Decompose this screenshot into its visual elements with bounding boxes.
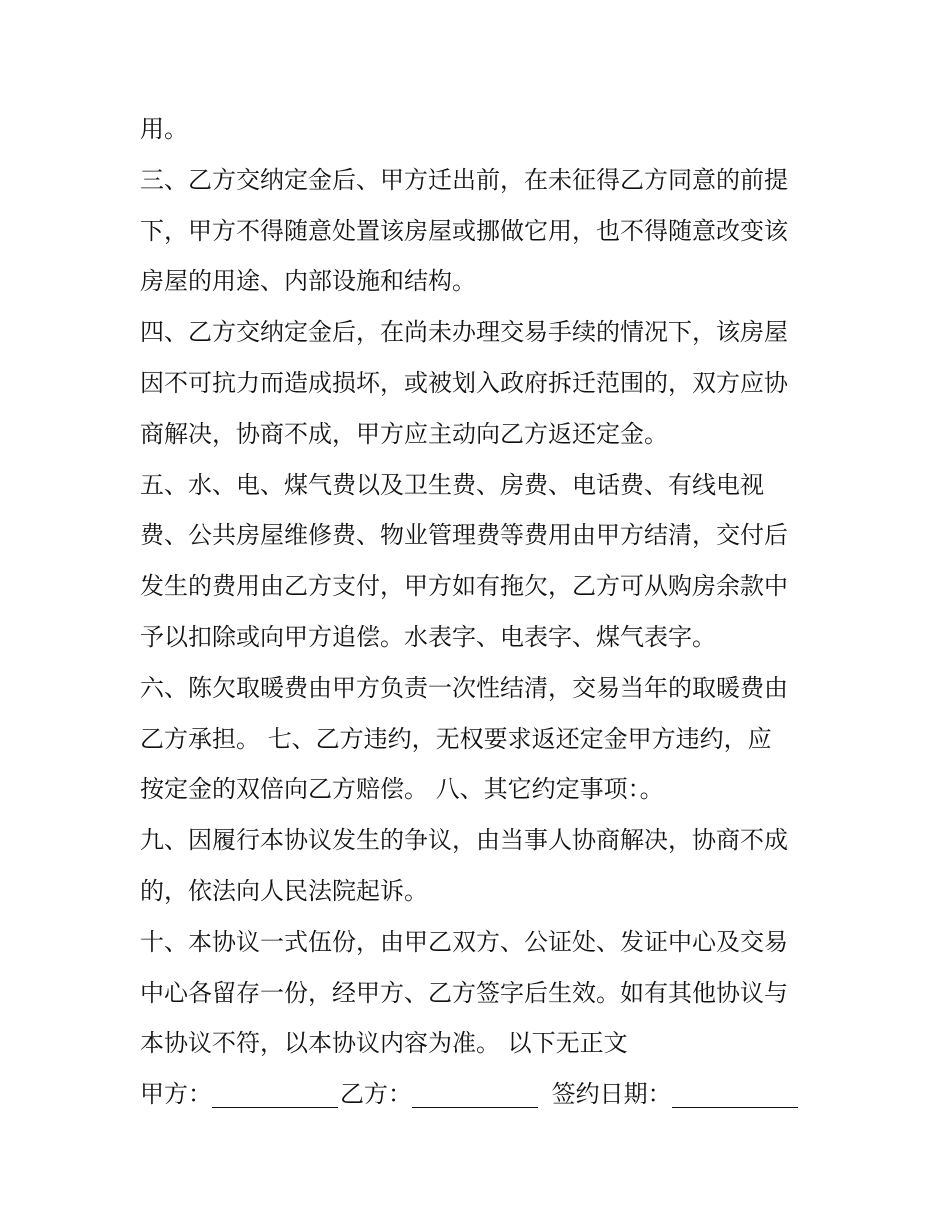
text-line: 中心各留存一份，经甲方、乙方签字后生效。如有其他协议与 (140, 978, 788, 1007)
text-line: 九、因履行本协议发生的争议，由当事人协商解决，协商不成 (140, 826, 788, 855)
text-line: 下，甲方不得随意处置该房屋或挪做它用，也不得随意改变该 (140, 216, 788, 245)
party-b-signature-blank[interactable] (412, 1077, 538, 1108)
party-a-signature-blank[interactable] (212, 1077, 338, 1108)
text-line: 费、公共房屋维修费、物业管理费等费用由甲方结清，交付后 (140, 521, 788, 550)
text-line: 四、乙方交纳定金后，在尚未办理交易手续的情况下，该房屋 (140, 318, 788, 347)
text-line: 三、乙方交纳定金后、甲方迁出前，在未征得乙方同意的前提 (140, 165, 788, 194)
party-a-label: 甲方： (140, 1080, 212, 1109)
document-page (140, 104, 820, 1120)
text-line: 按定金的双倍向乙方赔偿。 八、其它约定事项：。 (140, 775, 664, 804)
signature-row (140, 1069, 820, 1120)
text-line: 五、水、电、煤气费以及卫生费、房费、电话费、有线电视 (140, 470, 764, 499)
text-line: 六、陈欠取暖费由甲方负责一次性结清，交易当年的取暖费由 (140, 673, 788, 702)
sign-date-label: 签约日期： (544, 1080, 672, 1109)
text-line: 房屋的用途、内部设施和结构。 (140, 267, 476, 296)
text-line: 商解决，协商不成，甲方应主动向乙方返还定金。 (140, 419, 668, 448)
text-line: 乙方承担。 七、乙方违约，无权要求返还定金甲方违约，应 (140, 724, 772, 753)
party-b-label: 乙方： (340, 1080, 412, 1109)
text-line: 因不可抗力而造成损坏，或被划入政府拆迁范围的，双方应协 (140, 368, 788, 397)
text-line: 本协议不符，以本协议内容为准。 以下无正文 (140, 1029, 628, 1058)
text-line: 的，依法向人民法院起诉。 (140, 876, 428, 905)
text-line: 予以扣除或向甲方追偿。水表字、电表字、煤气表字。 (140, 622, 716, 651)
text-line: 发生的费用由乙方支付，甲方如有拖欠，乙方可从购房余款中 (140, 572, 788, 601)
sign-date-blank[interactable] (672, 1077, 798, 1108)
text-line: 十、本协议一式伍份，由甲乙双方、公证处、发证中心及交易 (140, 927, 788, 956)
text-line: 用。 (140, 115, 188, 143)
